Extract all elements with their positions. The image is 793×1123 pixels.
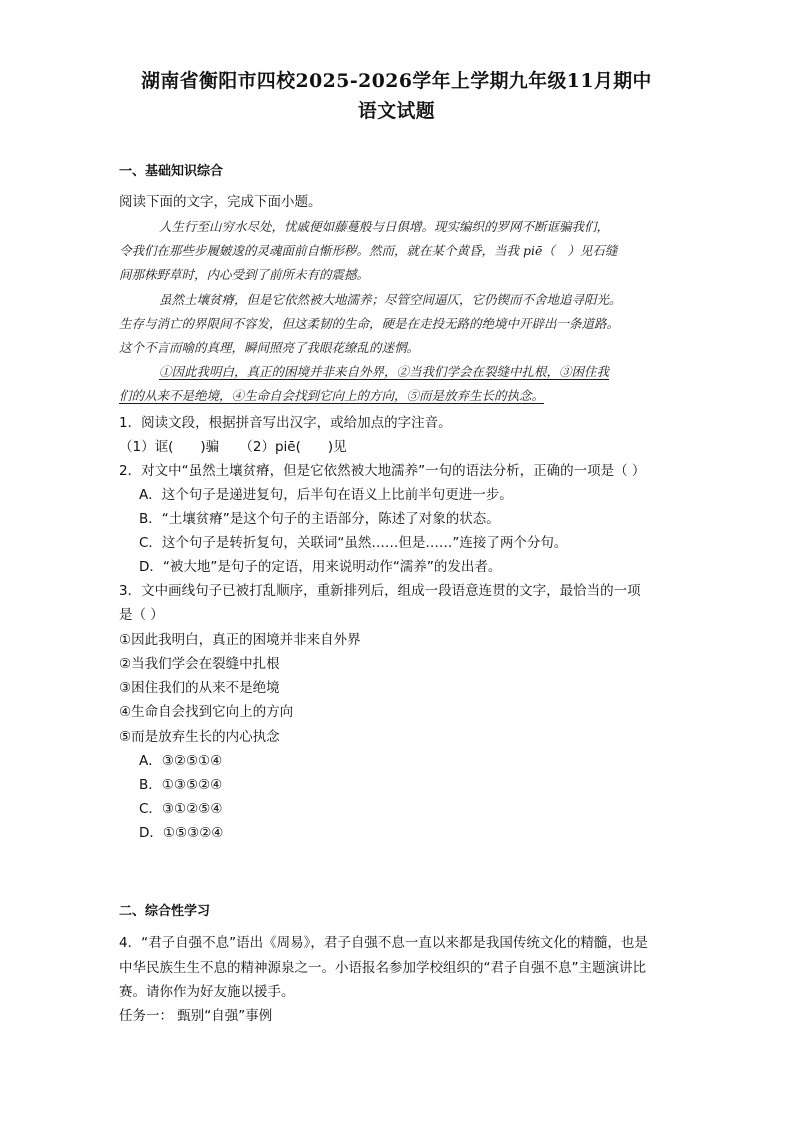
reading-intro: 阅读下面的文字，完成下面小题。 xyxy=(119,194,322,210)
passage-line: 间那株野草时，内心受到了前所未有的震撼。 xyxy=(119,267,370,282)
section-2-heading: 二、综合性学习 xyxy=(119,904,211,919)
question-1-blanks: （1）诓( )骗 （2）piē( )见 xyxy=(119,439,347,455)
passage-line: 这个不言而喻的真理，瞬间照亮了我眼花缭乱的迷惘。 xyxy=(119,340,420,355)
question-3-item: ②当我们学会在裂缝中扎根 xyxy=(119,656,280,672)
question-2-option-c: C．这个句子是转折复句，关联词“虽然……但是……”连接了两个分句。 xyxy=(139,535,568,551)
question-3-option-d: D．①⑤③②④ xyxy=(139,825,224,841)
question-2-option-a: A．这个句子是递进复句，后半句在语义上比前半句更进一步。 xyxy=(139,487,513,503)
passage-line: 令我们在那些步履皴逡的灵魂面前自惭形秽。然而，就在某个黄昏，当我 piē（ ）见石缝 xyxy=(119,243,618,258)
question-3-stem-cont: 是（ ） xyxy=(119,607,164,623)
passage-line: 虽然土壤贫瘠，但是它依然被大地濡养；尽管空间逼仄，它仍锲而不舍地追寻阳光。 xyxy=(159,292,622,307)
passage-underlined-line: ①因此我明白，真正的困境并非来自外界，②当我们学会在裂缝中扎根，③困住我 xyxy=(159,364,610,379)
question-4-line: 赛。请你作为好友施以援手。 xyxy=(119,984,295,1000)
question-3-item: ④生命自会找到它向上的方向 xyxy=(119,704,294,720)
question-2-option-d: D．“被大地”是句子的定语，用来说明动作“濡养”的发出者。 xyxy=(139,559,502,575)
question-3-option-b: B．①③⑤②④ xyxy=(139,777,223,793)
passage-underlined-line: 们的从来不是绝境，④生命自会找到它向上的方向，⑤而是放弃生长的执念。 xyxy=(119,388,545,403)
passage-line: 生存与消亡的界限间不容发，但这柔韧的生命，硬是在走投无路的绝境中开辟出一条道路。 xyxy=(119,316,620,331)
passage-line: 人生行至山穷水尽处，忧戚便如藤蔓般与日俱增。现实编织的罗网不断诓骗我们， xyxy=(159,219,610,234)
question-2-stem: 2．对文中“虽然土壤贫瘠，但是它依然被大地濡养”一句的语法分析，正确的一项是（ ） xyxy=(119,463,646,479)
section-1-heading: 一、基础知识综合 xyxy=(119,164,224,179)
question-3-item: ③困住我们的从来不是绝境 xyxy=(119,680,280,696)
title-line-1: 湖南省衡阳市四校2025-2026学年上学期九年级11月期中 xyxy=(141,70,652,92)
question-4-line: 4．“君子自强不息”语出《周易》，君子自强不息一直以来都是我国传统文化的精髓，也是 xyxy=(119,935,648,951)
question-1-stem: 1．阅读文段，根据拼音写出汉字，或给加点的字注音。 xyxy=(119,415,452,431)
question-3-item: ⑤而是放弃生长的内心执念 xyxy=(119,729,280,745)
question-3-option-c: C．③①②⑤④ xyxy=(139,801,223,817)
question-3-item: ①因此我明白，真正的困境并非来自外界 xyxy=(119,632,361,648)
question-3-option-a: A．③②⑤①④ xyxy=(139,753,223,769)
task-1-heading: 任务一： 甄别“自强”事例 xyxy=(119,1008,273,1024)
title-line-2: 语文试题 xyxy=(357,100,436,122)
question-3-stem: 3．文中画线句子已被打乱顺序，重新排列后，组成一段语意连贯的文字，最恰当的一项 xyxy=(119,583,641,599)
question-4-line: 中华民族生生不息的精神源泉之一。小语报名参加学校组织的“君子自强不息”主题演讲比 xyxy=(119,960,646,976)
question-2-option-b: B．“土壤贫瘠”是这个句子的主语部分，陈述了对象的状态。 xyxy=(139,511,500,527)
